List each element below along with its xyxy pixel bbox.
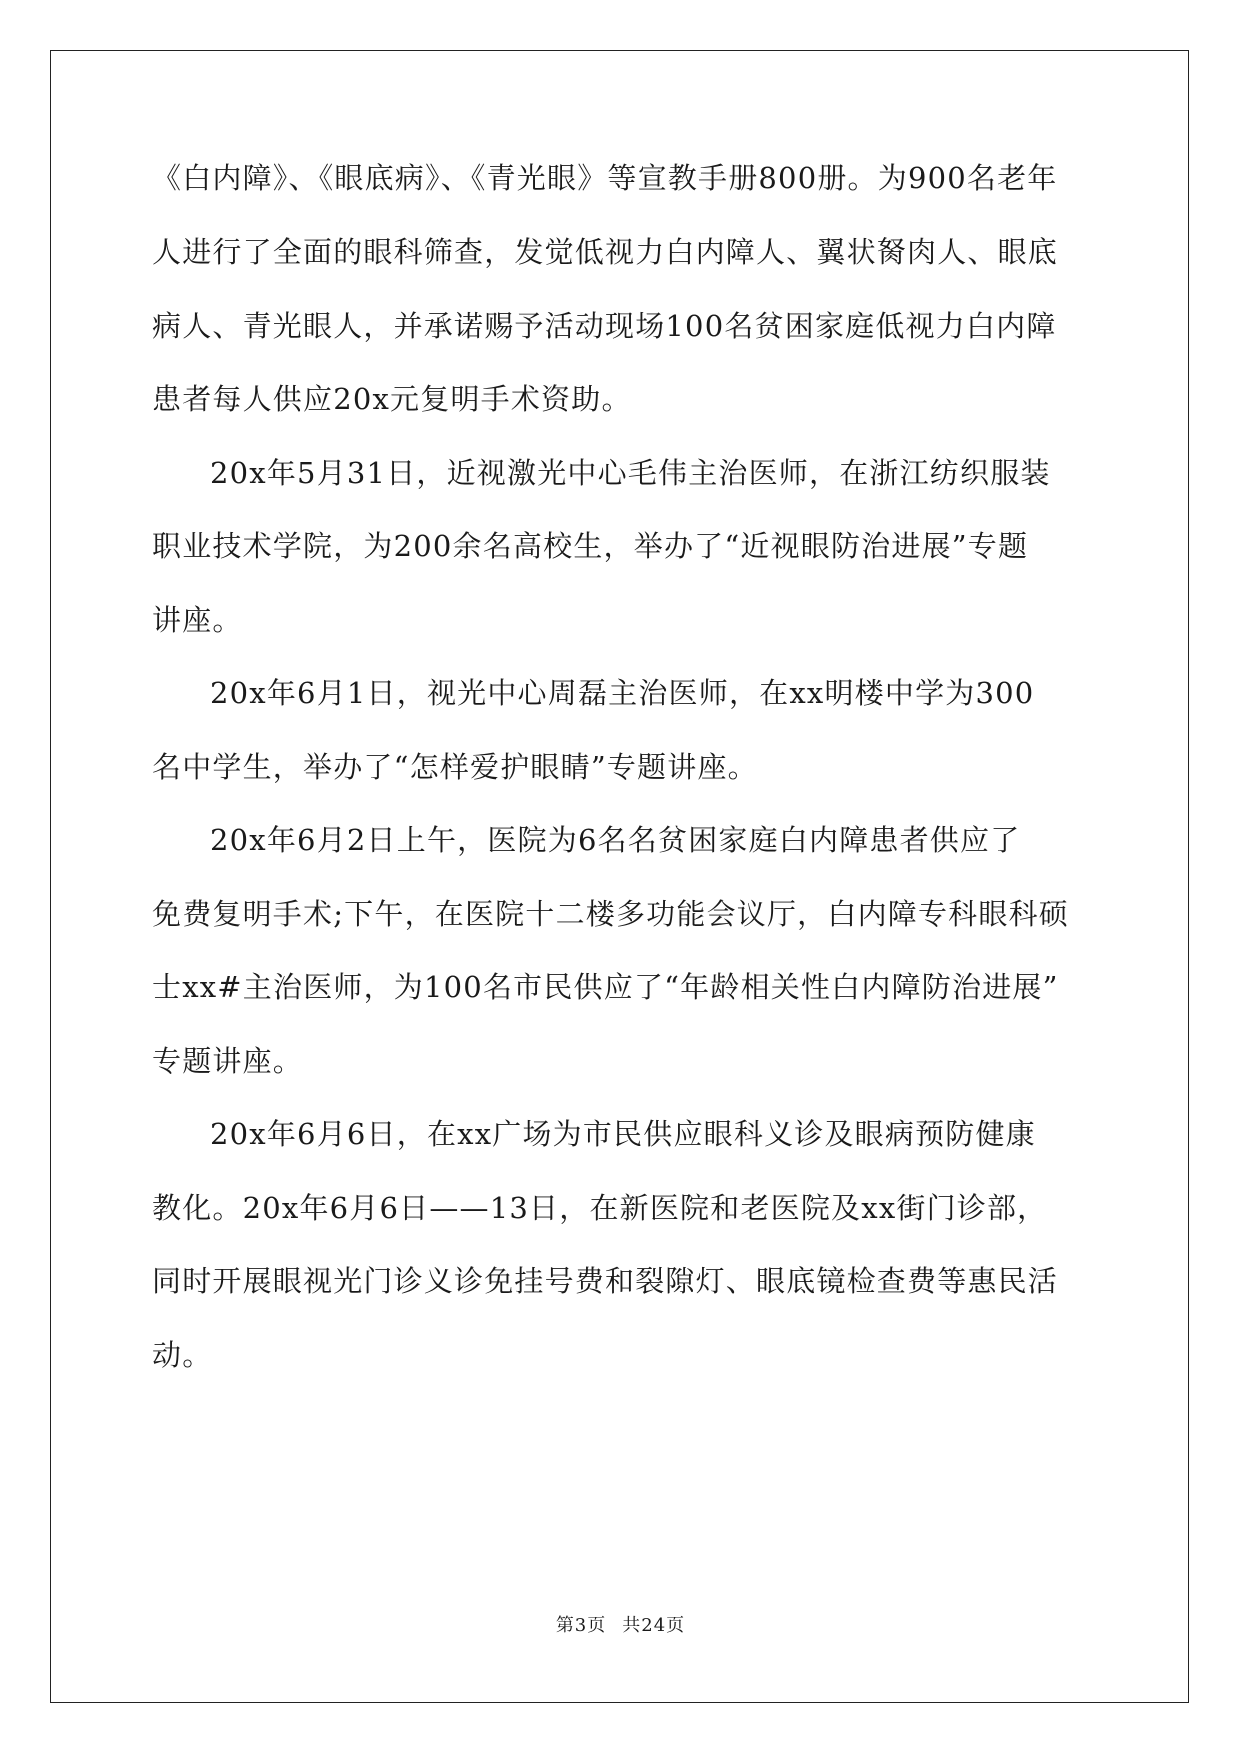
text-line: 教化。20x年6月6日——13日，在新医院和老医院及xx街门诊部，	[152, 1191, 1048, 1225]
text-line: 职业技术学院，为200余名高校生，举办了“近视眼防治进展”专题	[152, 529, 1029, 563]
page-footer	[0, 1611, 1241, 1637]
text-line: 《白内障》、《眼底病》、《青光眼》等宣教手册800册。为900名老年	[152, 161, 1058, 195]
text-line: 病人、青光眼人，并承诺赐予活动现场100名贫困家庭低视力白内障	[152, 309, 1057, 343]
text-line: 士xx#主治医师，为100名市民供应了“年龄相关性白内障防治进展”	[152, 970, 1059, 1004]
text-line: 患者每人供应20x元复明手术资助。	[152, 382, 632, 416]
text-line-indented: 20x年6月2日上午，医院为6名名贫困家庭白内障患者供应了	[210, 823, 1021, 857]
text-line: 讲座。	[152, 603, 243, 637]
text-line: 同时开展眼视光门诊义诊免挂号费和裂隙灯、眼底镜检查费等惠民活	[152, 1264, 1059, 1298]
text-line: 人进行了全面的眼科筛查，发觉低视力白内障人、翼状胬肉人、眼底	[152, 235, 1059, 269]
page-number: 第3页	[555, 1615, 607, 1636]
text-line-indented: 20x年6月6日，在xx广场为市民供应眼科义诊及眼病预防健康	[210, 1117, 1036, 1151]
text-line: 动。	[152, 1338, 213, 1372]
text-line-indented: 20x年6月1日，视光中心周磊主治医师，在xx明楼中学为300	[210, 676, 1035, 710]
text-line: 专题讲座。	[152, 1044, 304, 1078]
text-line-indented: 20x年5月31日，近视激光中心毛伟主治医师，在浙江纺织服装	[210, 456, 1051, 490]
page-border	[50, 50, 1189, 1703]
page-total: 共24页	[622, 1615, 686, 1636]
text-line: 名中学生，举办了“怎样爱护眼睛”专题讲座。	[152, 750, 758, 784]
text-line: 免费复明手术;下午，在医院十二楼多功能会议厅，白内障专科眼科硕	[152, 897, 1069, 931]
